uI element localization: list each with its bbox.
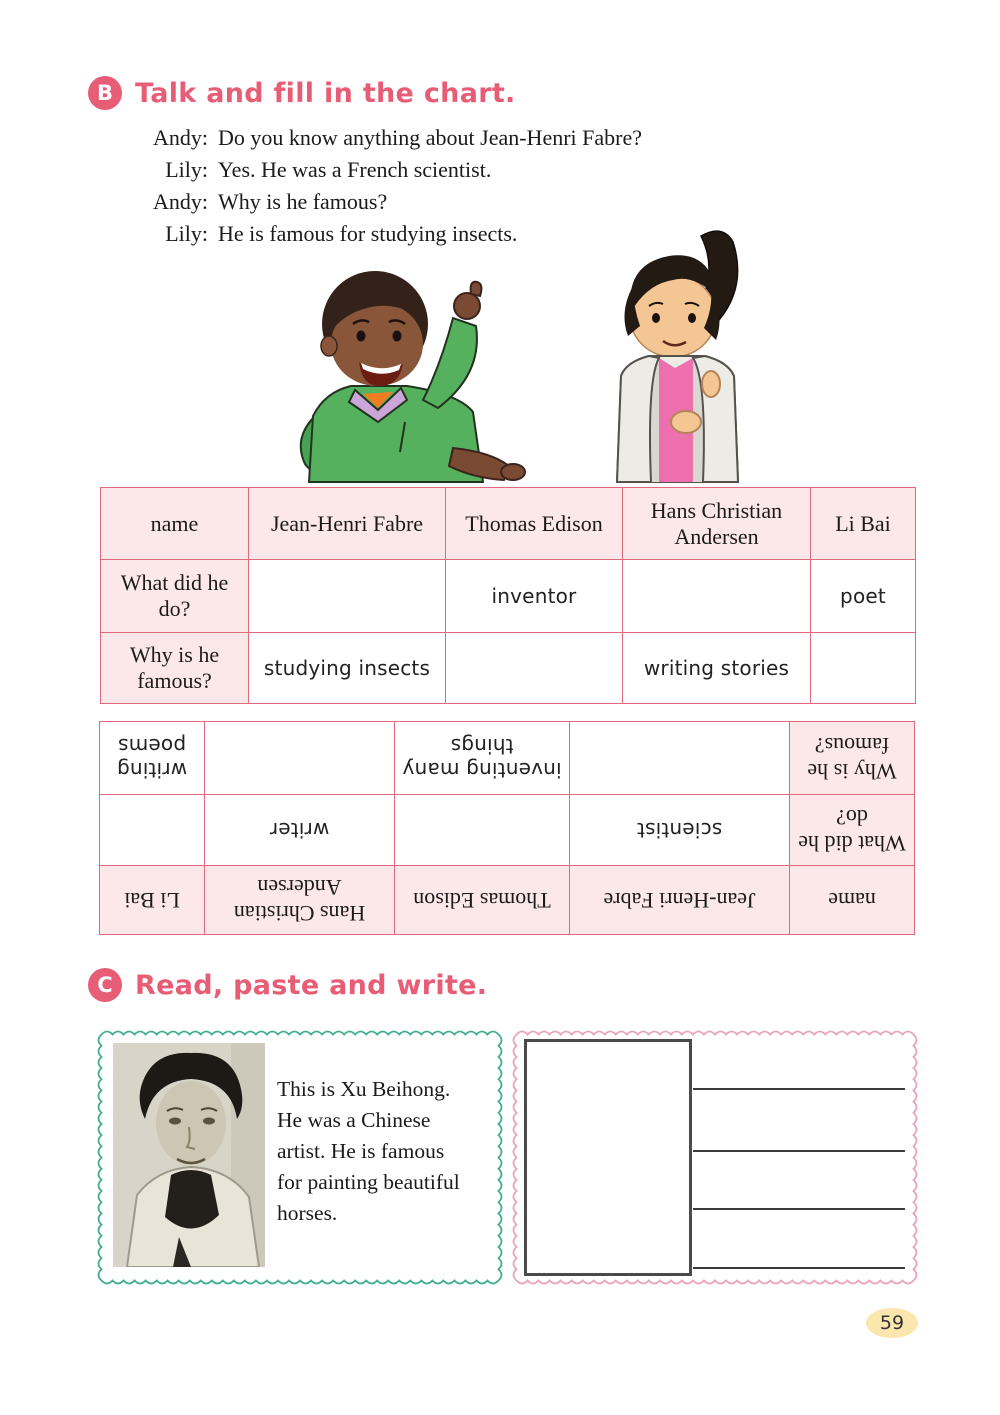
xu-beihong-card <box>97 1030 503 1285</box>
chart-header-name: name <box>101 488 249 560</box>
answer-header-name: name <box>790 866 915 935</box>
section-c-badge-icon: C <box>88 968 122 1002</box>
girl-illustration <box>617 231 738 482</box>
chart-cell <box>249 560 446 633</box>
chart-header-edison: Thomas Edison <box>446 488 623 560</box>
dialogue-text: Do you know anything about Jean-Henri Fabre? <box>218 125 643 150</box>
writing-line <box>693 1208 905 1210</box>
answer-header-andersen: Hans Christian Andersen <box>205 866 395 935</box>
chart-cell: studying insects <box>249 633 446 704</box>
dialogue-speaker: Lily: <box>165 157 208 182</box>
writing-line <box>693 1267 905 1269</box>
chart-cell: writing stories <box>623 633 811 704</box>
dialogue-speaker: Lily: <box>165 221 208 246</box>
answer-header-fabre: Jean-Henri Fabre <box>570 866 790 935</box>
xu-beihong-photo <box>113 1043 265 1267</box>
fill-in-chart <box>100 487 916 704</box>
chart-header-libai: Li Bai <box>811 488 916 560</box>
dialogue-text: Why is he famous? <box>218 189 388 214</box>
section-b-badge-icon: B <box>88 76 122 110</box>
section-c-title: Read, paste and write. <box>135 969 488 1001</box>
answer-cell: scientist <box>570 795 790 866</box>
answer-cell <box>570 722 790 795</box>
chart-row-label: What did he do? <box>101 560 249 633</box>
answer-header-libai: Li Bai <box>100 866 205 935</box>
answer-header-edison: Thomas Edison <box>395 866 570 935</box>
dialogue-line <box>138 154 642 186</box>
xu-beihong-text: This is Xu Beihong. He was a Chinese artist. He is famous for painting beautiful horses. <box>277 1077 460 1225</box>
section-c-header <box>88 968 487 1002</box>
writing-line <box>693 1088 905 1090</box>
dialogue-speaker: Andy: <box>153 189 208 214</box>
answer-chart-upside-down <box>100 722 915 935</box>
paste-and-write-card <box>512 1030 918 1285</box>
chart-header-andersen: Hans Christian Andersen <box>623 488 811 560</box>
paste-area <box>524 1039 692 1276</box>
answer-chart <box>99 721 915 935</box>
answer-cell: writer <box>205 795 395 866</box>
section-b-title: Talk and fill in the chart. <box>135 77 516 109</box>
chart-cell <box>446 633 623 704</box>
chart-cell: poet <box>811 560 916 633</box>
writing-line <box>693 1150 905 1152</box>
chart-header-fabre: Jean-Henri Fabre <box>249 488 446 560</box>
page-number: 59 <box>879 1312 905 1334</box>
dialogue-text: Yes. He was a French scientist. <box>218 157 492 182</box>
page-number-badge <box>866 1308 918 1338</box>
answer-row-label: Why is he famous? <box>790 722 915 795</box>
answer-cell <box>100 795 205 866</box>
chart-cell: inventor <box>446 560 623 633</box>
chart-cell <box>811 633 916 704</box>
dialogue-line <box>138 122 642 154</box>
children-talking-illustration <box>255 224 775 484</box>
answer-cell: inventing many things <box>395 722 570 795</box>
answer-cell <box>395 795 570 866</box>
section-b-header <box>88 76 516 110</box>
chart-cell <box>623 560 811 633</box>
answer-cell <box>205 722 395 795</box>
dialogue-text: He is famous for studying insects. <box>218 221 518 246</box>
chart-row-label: Why is he famous? <box>101 633 249 704</box>
answer-cell: writing poems <box>100 722 205 795</box>
boy-illustration <box>301 271 525 482</box>
dialogue-speaker: Andy: <box>153 125 208 150</box>
dialogue-line <box>138 186 642 218</box>
answer-row-label: What did he do? <box>790 795 915 866</box>
